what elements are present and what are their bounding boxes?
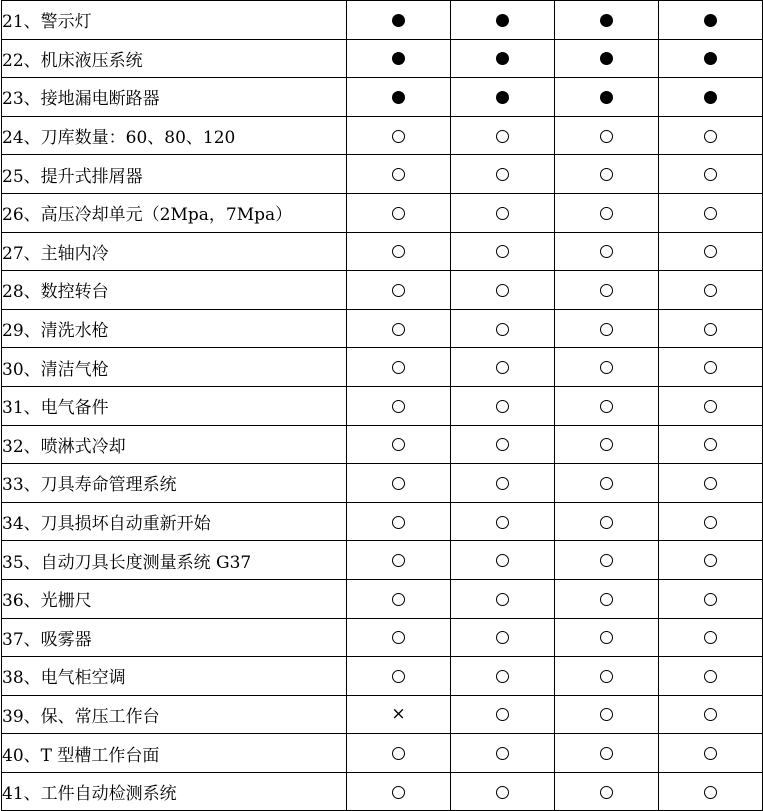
- availability-cell: [659, 657, 763, 696]
- availability-cell: [347, 116, 451, 155]
- availability-cell: [555, 348, 659, 387]
- open-circle-icon: [392, 438, 405, 451]
- open-circle-icon: [704, 438, 717, 451]
- availability-cell: [451, 309, 555, 348]
- availability-cell: [347, 464, 451, 503]
- table-row: [2, 386, 763, 425]
- table-row: [2, 155, 763, 194]
- open-circle-icon: [704, 786, 717, 799]
- table-row: [2, 193, 763, 232]
- availability-cell: [555, 734, 659, 773]
- feature-label: 28、数控转台: [2, 271, 347, 310]
- filled-circle-icon: [600, 14, 613, 27]
- availability-cell: [555, 309, 659, 348]
- open-circle-icon: [496, 708, 509, 721]
- availability-cell: [659, 502, 763, 541]
- availability-cell: [555, 657, 659, 696]
- open-circle-icon: [704, 130, 717, 143]
- feature-table-body: [2, 1, 763, 811]
- table-row: [2, 116, 763, 155]
- availability-cell: [555, 155, 659, 194]
- availability-cell: [347, 386, 451, 425]
- filled-circle-icon: [392, 14, 405, 27]
- open-circle-icon: [600, 554, 613, 567]
- table-row: [2, 695, 763, 734]
- availability-cell: [451, 78, 555, 117]
- table-row: [2, 734, 763, 773]
- availability-cell: [555, 1, 659, 40]
- availability-cell: [555, 116, 659, 155]
- open-circle-icon: [392, 593, 405, 606]
- open-circle-icon: [392, 323, 405, 336]
- table-row: [2, 271, 763, 310]
- availability-cell: [451, 425, 555, 464]
- availability-cell: [555, 772, 659, 811]
- filled-circle-icon: [600, 52, 613, 65]
- filled-circle-icon: [392, 52, 405, 65]
- table-row: [2, 579, 763, 618]
- availability-cell: [347, 193, 451, 232]
- availability-cell: [451, 39, 555, 78]
- feature-label: 33、刀具寿命管理系统: [2, 464, 347, 503]
- filled-circle-icon: [496, 52, 509, 65]
- feature-label: 24、刀库数量：60、80、120: [2, 116, 347, 155]
- feature-label: 30、清洁气枪: [2, 348, 347, 387]
- availability-cell: [659, 618, 763, 657]
- open-circle-icon: [496, 554, 509, 567]
- open-circle-icon: [600, 631, 613, 644]
- open-circle-icon: [600, 438, 613, 451]
- availability-cell: [451, 232, 555, 271]
- open-circle-icon: [704, 631, 717, 644]
- open-circle-icon: [392, 400, 405, 413]
- cross-icon: ×: [391, 704, 406, 725]
- availability-cell: [347, 772, 451, 811]
- availability-cell: [659, 39, 763, 78]
- availability-cell: [347, 541, 451, 580]
- feature-label: 25、提升式排屑器: [2, 155, 347, 194]
- table-row: [2, 618, 763, 657]
- feature-label: 35、自动刀具长度测量系统 G37: [2, 541, 347, 580]
- open-circle-icon: [392, 168, 405, 181]
- filled-circle-icon: [600, 91, 613, 104]
- open-circle-icon: [600, 593, 613, 606]
- open-circle-icon: [496, 747, 509, 760]
- feature-table: [1, 0, 763, 811]
- table-row: [2, 348, 763, 387]
- feature-label: 39、保、常压工作台: [2, 695, 347, 734]
- open-circle-icon: [600, 400, 613, 413]
- open-circle-icon: [600, 477, 613, 490]
- table-row: [2, 309, 763, 348]
- open-circle-icon: [600, 786, 613, 799]
- availability-cell: [659, 116, 763, 155]
- open-circle-icon: [704, 708, 717, 721]
- feature-label: 36、光栅尺: [2, 579, 347, 618]
- open-circle-icon: [496, 400, 509, 413]
- open-circle-icon: [496, 593, 509, 606]
- open-circle-icon: [704, 554, 717, 567]
- availability-cell: [659, 695, 763, 734]
- availability-cell: [451, 348, 555, 387]
- availability-cell: [451, 271, 555, 310]
- filled-circle-icon: [496, 91, 509, 104]
- availability-cell: [347, 39, 451, 78]
- feature-label: 22、机床液压系统: [2, 39, 347, 78]
- open-circle-icon: [496, 130, 509, 143]
- open-circle-icon: [600, 284, 613, 297]
- open-circle-icon: [496, 168, 509, 181]
- availability-cell: [451, 1, 555, 40]
- table-row: [2, 78, 763, 117]
- availability-cell: [451, 502, 555, 541]
- availability-cell: [659, 309, 763, 348]
- availability-cell: [347, 309, 451, 348]
- feature-label: 40、T 型槽工作台面: [2, 734, 347, 773]
- open-circle-icon: [496, 477, 509, 490]
- availability-cell: [555, 579, 659, 618]
- availability-cell: [347, 502, 451, 541]
- open-circle-icon: [704, 168, 717, 181]
- open-circle-icon: [600, 361, 613, 374]
- open-circle-icon: [392, 130, 405, 143]
- availability-cell: [451, 695, 555, 734]
- availability-cell: [451, 657, 555, 696]
- filled-circle-icon: [496, 14, 509, 27]
- open-circle-icon: [704, 593, 717, 606]
- availability-cell: [451, 541, 555, 580]
- availability-cell: [555, 618, 659, 657]
- feature-label: 37、吸雾器: [2, 618, 347, 657]
- open-circle-icon: [496, 670, 509, 683]
- availability-cell: [555, 39, 659, 78]
- feature-label: 32、喷淋式冷却: [2, 425, 347, 464]
- open-circle-icon: [704, 516, 717, 529]
- availability-cell: [659, 78, 763, 117]
- open-circle-icon: [392, 477, 405, 490]
- feature-label: 41、工件自动检测系统: [2, 772, 347, 811]
- table-row: [2, 541, 763, 580]
- open-circle-icon: [496, 323, 509, 336]
- open-circle-icon: [704, 361, 717, 374]
- open-circle-icon: [496, 631, 509, 644]
- open-circle-icon: [704, 284, 717, 297]
- open-circle-icon: [704, 323, 717, 336]
- open-circle-icon: [392, 747, 405, 760]
- availability-cell: [659, 155, 763, 194]
- filled-circle-icon: [704, 52, 717, 65]
- table-row: [2, 772, 763, 811]
- availability-cell: [659, 193, 763, 232]
- open-circle-icon: [392, 786, 405, 799]
- table-row: [2, 232, 763, 271]
- feature-label: 34、刀具损坏自动重新开始: [2, 502, 347, 541]
- feature-label: 26、高压冷却单元（2Mpa，7Mpa）: [2, 193, 347, 232]
- availability-cell: [347, 78, 451, 117]
- availability-cell: [451, 193, 555, 232]
- open-circle-icon: [496, 438, 509, 451]
- availability-cell: [347, 579, 451, 618]
- feature-label: 38、电气柜空调: [2, 657, 347, 696]
- table-row: [2, 657, 763, 696]
- availability-cell: [347, 232, 451, 271]
- availability-cell: [451, 734, 555, 773]
- open-circle-icon: [392, 245, 405, 258]
- availability-cell: [347, 657, 451, 696]
- availability-cell: [555, 386, 659, 425]
- table-row: [2, 464, 763, 503]
- availability-cell: [347, 155, 451, 194]
- availability-cell: [451, 618, 555, 657]
- feature-label: 31、电气备件: [2, 386, 347, 425]
- availability-cell: [555, 425, 659, 464]
- open-circle-icon: [496, 361, 509, 374]
- availability-cell: [659, 232, 763, 271]
- availability-cell: [659, 386, 763, 425]
- open-circle-icon: [496, 516, 509, 529]
- feature-label: 21、警示灯: [2, 1, 347, 40]
- availability-cell: [659, 579, 763, 618]
- open-circle-icon: [392, 361, 405, 374]
- filled-circle-icon: [704, 14, 717, 27]
- open-circle-icon: [392, 554, 405, 567]
- availability-cell: [659, 1, 763, 40]
- availability-cell: [347, 425, 451, 464]
- availability-cell: [347, 1, 451, 40]
- open-circle-icon: [496, 245, 509, 258]
- open-circle-icon: [392, 670, 405, 683]
- feature-label: 29、清洗水枪: [2, 309, 347, 348]
- open-circle-icon: [392, 207, 405, 220]
- availability-cell: [555, 271, 659, 310]
- open-circle-icon: [392, 284, 405, 297]
- open-circle-icon: [392, 516, 405, 529]
- availability-cell: [451, 116, 555, 155]
- open-circle-icon: [496, 284, 509, 297]
- availability-cell: [555, 78, 659, 117]
- open-circle-icon: [600, 670, 613, 683]
- table-row: [2, 39, 763, 78]
- availability-cell: [555, 193, 659, 232]
- open-circle-icon: [600, 207, 613, 220]
- availability-cell: [555, 464, 659, 503]
- open-circle-icon: [704, 245, 717, 258]
- availability-cell: [659, 541, 763, 580]
- feature-label: 23、接地漏电断路器: [2, 78, 347, 117]
- availability-cell: [555, 541, 659, 580]
- open-circle-icon: [496, 786, 509, 799]
- open-circle-icon: [600, 708, 613, 721]
- open-circle-icon: [392, 631, 405, 644]
- availability-cell: [347, 734, 451, 773]
- table-row: [2, 502, 763, 541]
- availability-cell: [555, 232, 659, 271]
- availability-cell: [555, 502, 659, 541]
- open-circle-icon: [600, 245, 613, 258]
- open-circle-icon: [704, 207, 717, 220]
- availability-cell: [451, 772, 555, 811]
- filled-circle-icon: [704, 91, 717, 104]
- open-circle-icon: [704, 670, 717, 683]
- availability-cell: [451, 155, 555, 194]
- availability-cell: [659, 734, 763, 773]
- open-circle-icon: [496, 207, 509, 220]
- availability-cell: [347, 695, 451, 734]
- filled-circle-icon: [392, 91, 405, 104]
- availability-cell: [451, 386, 555, 425]
- table-row: [2, 425, 763, 464]
- availability-cell: [659, 772, 763, 811]
- open-circle-icon: [600, 168, 613, 181]
- open-circle-icon: [600, 516, 613, 529]
- availability-cell: [347, 618, 451, 657]
- open-circle-icon: [704, 400, 717, 413]
- availability-cell: [451, 579, 555, 618]
- open-circle-icon: [600, 323, 613, 336]
- availability-cell: [659, 271, 763, 310]
- availability-cell: [451, 464, 555, 503]
- open-circle-icon: [600, 130, 613, 143]
- open-circle-icon: [704, 747, 717, 760]
- availability-cell: [659, 425, 763, 464]
- table-row: [2, 1, 763, 40]
- availability-cell: [659, 348, 763, 387]
- availability-cell: [347, 271, 451, 310]
- availability-cell: [555, 695, 659, 734]
- availability-cell: [659, 464, 763, 503]
- availability-cell: [347, 348, 451, 387]
- open-circle-icon: [704, 477, 717, 490]
- open-circle-icon: [600, 747, 613, 760]
- feature-label: 27、主轴内冷: [2, 232, 347, 271]
